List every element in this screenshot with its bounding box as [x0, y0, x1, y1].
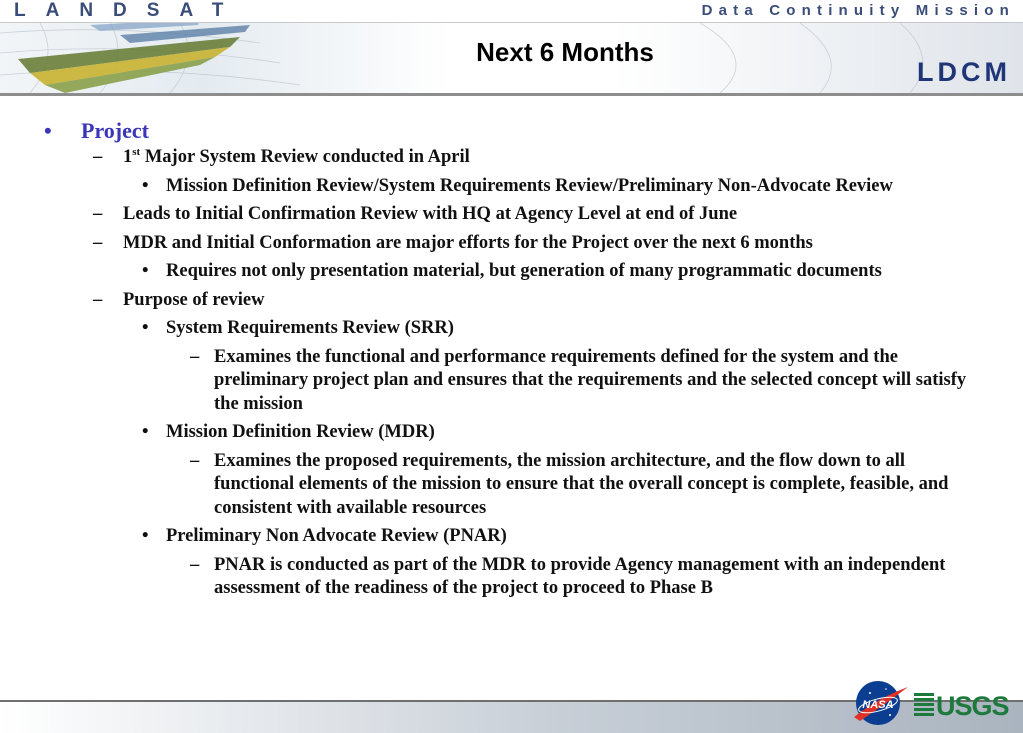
detail-mdr [0, 450, 979, 521]
slide-title: Next 6 Months [476, 37, 654, 67]
sub-sub-item-text: Requires not only presentation material, but generation of many programmatic documents [166, 261, 882, 281]
bullet-marker: • [142, 261, 149, 281]
nasa-logo-text: NASA [862, 699, 894, 711]
bullet-text: Project [81, 118, 149, 143]
sub-item-system-review [0, 146, 1023, 170]
bullet-marker: • [142, 318, 149, 338]
bullet-marker: • [142, 175, 149, 196]
sub-item-text: Purpose of review [123, 289, 265, 310]
usgs-logo-text: USGS [936, 691, 1009, 718]
sub-item-major-efforts [0, 232, 1023, 256]
sub-sub-item-text: Preliminary Non Advocate Review (PNAR) [166, 526, 507, 546]
detail-text: PNAR is conducted as part of the MDR to provide Agency management with an independent assessment of the readiness of the project to proceed to Phase B [214, 554, 946, 598]
sub-sub-item-documents [0, 260, 956, 284]
detail-pnar [0, 554, 979, 601]
dash-marker: – [190, 450, 200, 471]
dash-marker: – [93, 289, 103, 310]
detail-srr [0, 346, 979, 417]
header-divider [0, 93, 1023, 96]
ordinal-number: 1 [123, 147, 133, 167]
bullet-marker: • [142, 526, 149, 546]
header-banner [0, 23, 1023, 93]
sub-sub-item-review-names [0, 175, 956, 199]
dash-marker: – [190, 554, 200, 575]
dash-marker: – [190, 346, 200, 367]
ldcm-logo: LDCM [917, 57, 1011, 87]
sub-sub-item-text: Mission Definition Review (MDR) [166, 422, 435, 442]
dash-marker: – [93, 204, 103, 224]
sub-sub-item-mdr [0, 421, 956, 445]
sub-item-text: MDR and Initial Conformation are major efforts for the Project over the next 6 months [123, 232, 813, 253]
top-strip [0, 0, 1023, 23]
detail-text: Examines the proposed requirements, the mission architecture, and the flow down to all functional elements of the mission to ensure that the overall concept is complete, feasible, and consistent with available resources [214, 450, 949, 518]
bullet-marker: • [142, 422, 149, 442]
sub-sub-item-srr [0, 317, 956, 341]
sub-item-text: Leads to Initial Confirmation Review with HQ at Agency Level at end of June [123, 204, 738, 224]
dash-marker: – [93, 232, 103, 253]
sub-item-text: Major System Review conducted in April [140, 147, 470, 167]
sub-item-purpose [0, 289, 1023, 313]
nasa-logo [850, 677, 910, 727]
usgs-logo [914, 688, 1010, 718]
sub-item-confirmation-review [0, 203, 1023, 227]
bullet-marker: • [44, 118, 52, 143]
ordinal-suffix: st [132, 145, 141, 158]
mission-wordmark: Data Continuity Mission [701, 2, 1015, 19]
sub-sub-item-text: Mission Definition Review/System Requirements Review/Preliminary Non-Advocate Review [166, 175, 893, 196]
landsat-wordmark: LANDSAT [14, 0, 244, 21]
dash-marker: – [93, 147, 103, 167]
bullet-project [0, 116, 1023, 146]
detail-text: Examines the functional and performance requirements defined for the system and the preliminary project plan and ensures that the requirements and the selected concept will satisfy the mission [214, 346, 967, 414]
sub-sub-item-text: System Requirements Review (SRR) [166, 318, 454, 338]
slide-body [0, 116, 1023, 606]
sub-sub-item-pnar [0, 525, 956, 549]
